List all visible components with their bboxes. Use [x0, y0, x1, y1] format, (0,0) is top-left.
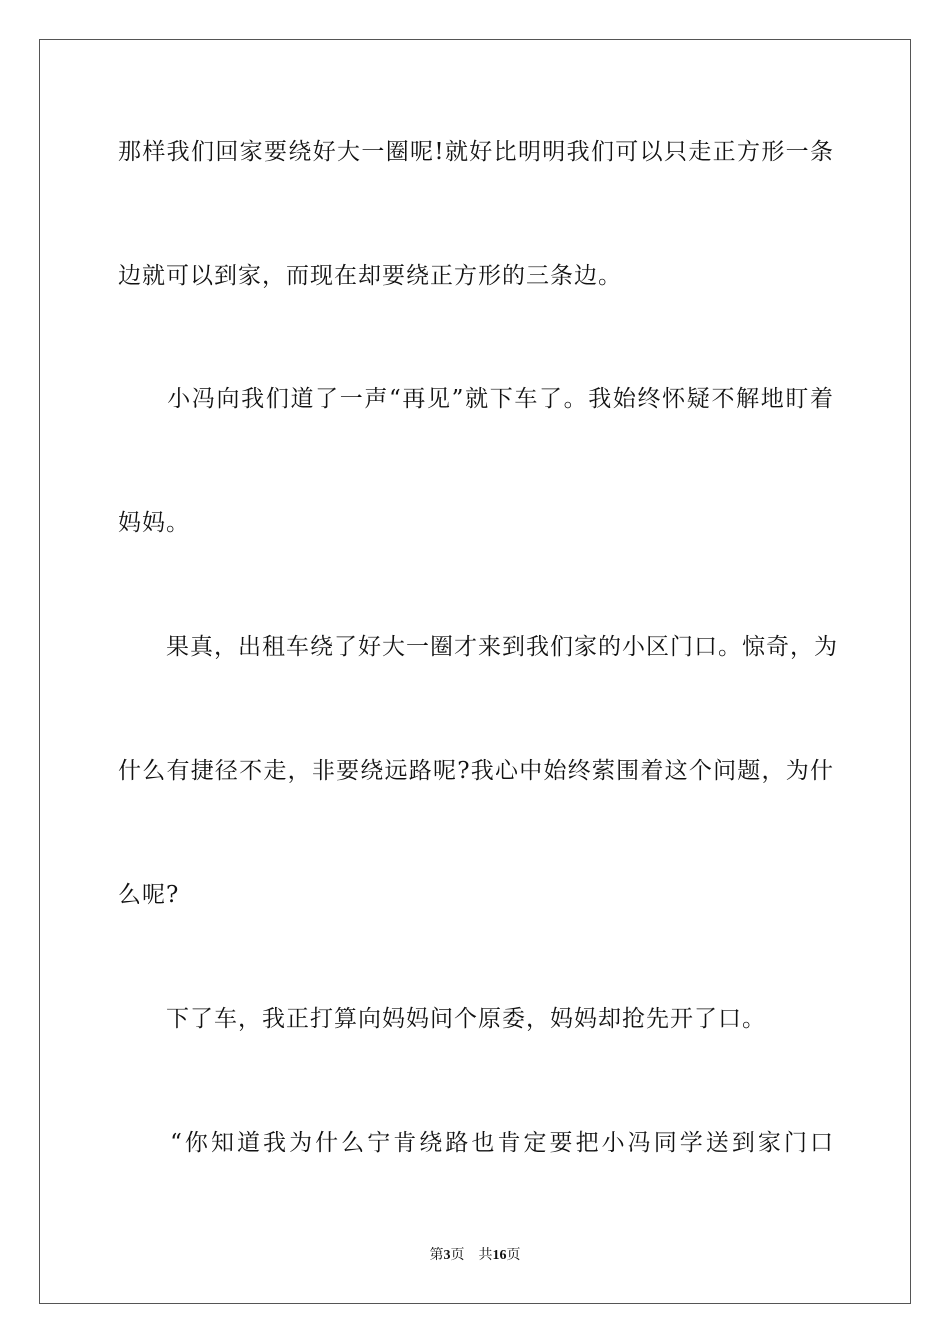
page-footer [0, 1245, 950, 1266]
body-line-2: 边就可以到家，而现在却要绕正方形的三条边。 [118, 263, 622, 289]
body-line-6: 什么有捷径不走，非要绕远路呢?我心中始终萦围着这个问题，为什 [118, 758, 834, 784]
body-line-9: “你知道我为什么宁肯绕路也肯定要把小冯同学送到家门口 [118, 1130, 834, 1156]
footer-total-suffix: 页 [506, 1247, 521, 1263]
body-line-8: 下了车，我正打算向妈妈问个原委，妈妈却抢先开了口。 [118, 1006, 766, 1032]
footer-total-prefix: 共 [478, 1247, 493, 1263]
footer-page-number: 3 [443, 1248, 451, 1263]
footer-total-pages: 16 [492, 1248, 507, 1263]
body-line-3: 小冯向我们道了一声“再见”就下车了。我始终怀疑不解地盯着 [118, 386, 834, 412]
body-line-4: 妈妈。 [118, 510, 190, 536]
page-border [39, 39, 911, 1304]
body-line-7: 么呢? [118, 882, 180, 908]
body-line-1: 那样我们回家要绕好大一圈呢!就好比明明我们可以只走正方形一条 [118, 139, 834, 165]
footer-page-suffix: 页 [450, 1247, 465, 1263]
body-line-5: 果真，出租车绕了好大一圈才来到我们家的小区门口。惊奇，为 [118, 634, 838, 660]
footer-page-prefix: 第 [429, 1247, 444, 1263]
